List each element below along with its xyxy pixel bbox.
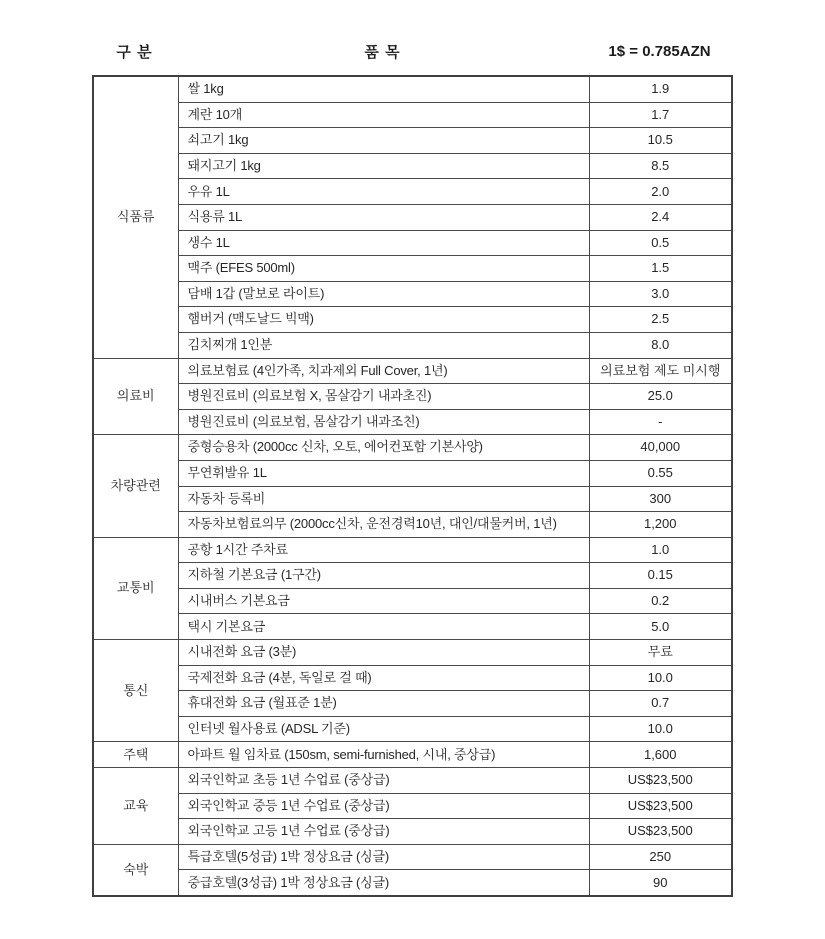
table-row <box>93 384 732 410</box>
table-row <box>93 256 732 282</box>
category-cell: 숙박 <box>93 844 178 896</box>
table-row <box>93 409 732 435</box>
table-row <box>93 588 732 614</box>
value-cell: US$23,500 <box>589 768 732 794</box>
category-cell: 통신 <box>93 640 178 742</box>
category-cell: 의료비 <box>93 358 178 435</box>
table-row <box>93 179 732 205</box>
value-cell: 10.0 <box>589 665 732 691</box>
item-cell: 외국인학교 초등 1년 수업료 (중상급) <box>178 768 589 794</box>
item-cell: 맥주 (EFES 500ml) <box>178 256 589 282</box>
item-cell: 공항 1시간 주차료 <box>178 537 589 563</box>
table-row <box>93 435 732 461</box>
item-cell: 병원진료비 (의료보험, 몸살감기 내과조친) <box>178 409 589 435</box>
item-cell: 아파트 월 임차료 (150sm, semi-furnished, 시내, 중상급) <box>178 742 589 768</box>
value-cell: US$23,500 <box>589 819 732 845</box>
category-cell: 식품류 <box>93 76 178 358</box>
value-cell: 2.5 <box>589 307 732 333</box>
item-cell: 햄버거 (맥도날드 빅맥) <box>178 307 589 333</box>
table-row <box>93 742 732 768</box>
value-cell: 10.5 <box>589 128 732 154</box>
value-cell: 8.0 <box>589 332 732 358</box>
value-cell: 0.7 <box>589 691 732 717</box>
item-cell: 우유 1L <box>178 179 589 205</box>
value-cell: 2.0 <box>589 179 732 205</box>
value-cell: 2.4 <box>589 204 732 230</box>
value-cell: 0.15 <box>589 563 732 589</box>
cost-table-body <box>93 76 732 896</box>
item-cell: 인터넷 월사용료 (ADSL 기준) <box>178 716 589 742</box>
table-row <box>93 332 732 358</box>
item-cell: 외국인학교 고등 1년 수업료 (중상급) <box>178 819 589 845</box>
table-row <box>93 128 732 154</box>
value-cell: 3.0 <box>589 281 732 307</box>
table-row <box>93 512 732 538</box>
category-cell: 교통비 <box>93 537 178 639</box>
item-cell: 무연휘발유 1L <box>178 460 589 486</box>
column-header-category: 구 분 <box>116 43 153 61</box>
table-row <box>93 614 732 640</box>
table-row <box>93 281 732 307</box>
category-cell: 차량관련 <box>93 435 178 537</box>
value-cell: 1.5 <box>589 256 732 282</box>
table-row <box>93 691 732 717</box>
table-header-row <box>92 38 731 64</box>
item-cell: 국제전화 요금 (4분, 독일로 걸 때) <box>178 665 589 691</box>
table-row <box>93 844 732 870</box>
value-cell: - <box>589 409 732 435</box>
column-header-exchange-rate: 1$ = 0.785AZN <box>608 42 711 60</box>
value-cell: 무료 <box>589 640 732 666</box>
item-cell: 쌀 1kg <box>178 76 589 102</box>
item-cell: 식용류 1L <box>178 204 589 230</box>
value-cell: 40,000 <box>589 435 732 461</box>
value-cell: 의료보험 제도 미시행 <box>589 358 732 384</box>
value-cell: 1.7 <box>589 102 732 128</box>
value-cell: 1.0 <box>589 537 732 563</box>
value-cell: 10.0 <box>589 716 732 742</box>
value-cell: 1.9 <box>589 76 732 102</box>
item-cell: 김치찌개 1인분 <box>178 332 589 358</box>
table-row <box>93 230 732 256</box>
item-cell: 쇠고기 1kg <box>178 128 589 154</box>
item-cell: 중형승용차 (2000cc 신차, 오토, 에어컨포함 기본사양) <box>178 435 589 461</box>
item-cell: 시내버스 기본요금 <box>178 588 589 614</box>
value-cell: 300 <box>589 486 732 512</box>
cost-of-living-table <box>92 75 733 897</box>
item-cell: 병원진료비 (의료보험 X, 몸살감기 내과초진) <box>178 384 589 410</box>
item-cell: 외국인학교 중등 1년 수업료 (중상급) <box>178 793 589 819</box>
table-row <box>93 76 732 102</box>
table-row <box>93 486 732 512</box>
item-cell: 자동차 등록비 <box>178 486 589 512</box>
item-cell: 자동차보험료의무 (2000cc신차, 운전경력10년, 대인/대물커버, 1년) <box>178 512 589 538</box>
table-row <box>93 204 732 230</box>
item-cell: 중급호텔(3성급) 1박 정상요금 (싱글) <box>178 870 589 896</box>
table-row <box>93 537 732 563</box>
table-row <box>93 665 732 691</box>
value-cell: 8.5 <box>589 153 732 179</box>
value-cell: 25.0 <box>589 384 732 410</box>
value-cell: 250 <box>589 844 732 870</box>
value-cell: 1,600 <box>589 742 732 768</box>
value-cell: 0.55 <box>589 460 732 486</box>
table-row <box>93 563 732 589</box>
table-row <box>93 793 732 819</box>
item-cell: 돼지고기 1kg <box>178 153 589 179</box>
value-cell: 0.5 <box>589 230 732 256</box>
value-cell: 5.0 <box>589 614 732 640</box>
item-cell: 지하철 기본요금 (1구간) <box>178 563 589 589</box>
table-row <box>93 460 732 486</box>
item-cell: 택시 기본요금 <box>178 614 589 640</box>
table-row <box>93 358 732 384</box>
item-cell: 휴대전화 요금 (월표준 1분) <box>178 691 589 717</box>
table-row <box>93 153 732 179</box>
value-cell: 1,200 <box>589 512 732 538</box>
category-cell: 교육 <box>93 768 178 845</box>
item-cell: 담배 1갑 (말보로 라이트) <box>178 281 589 307</box>
table-row <box>93 640 732 666</box>
value-cell: 90 <box>589 870 732 896</box>
table-row <box>93 307 732 333</box>
item-cell: 의료보험료 (4인가족, 치과제외 Full Cover, 1년) <box>178 358 589 384</box>
item-cell: 생수 1L <box>178 230 589 256</box>
column-header-item: 품 목 <box>364 43 401 61</box>
value-cell: US$23,500 <box>589 793 732 819</box>
table-row <box>93 870 732 896</box>
table-row <box>93 768 732 794</box>
item-cell: 시내전화 요금 (3분) <box>178 640 589 666</box>
table-row <box>93 102 732 128</box>
table-row <box>93 819 732 845</box>
value-cell: 0.2 <box>589 588 732 614</box>
item-cell: 계란 10개 <box>178 102 589 128</box>
table-row <box>93 716 732 742</box>
category-cell: 주택 <box>93 742 178 768</box>
item-cell: 특급호텔(5성급) 1박 정상요금 (싱글) <box>178 844 589 870</box>
